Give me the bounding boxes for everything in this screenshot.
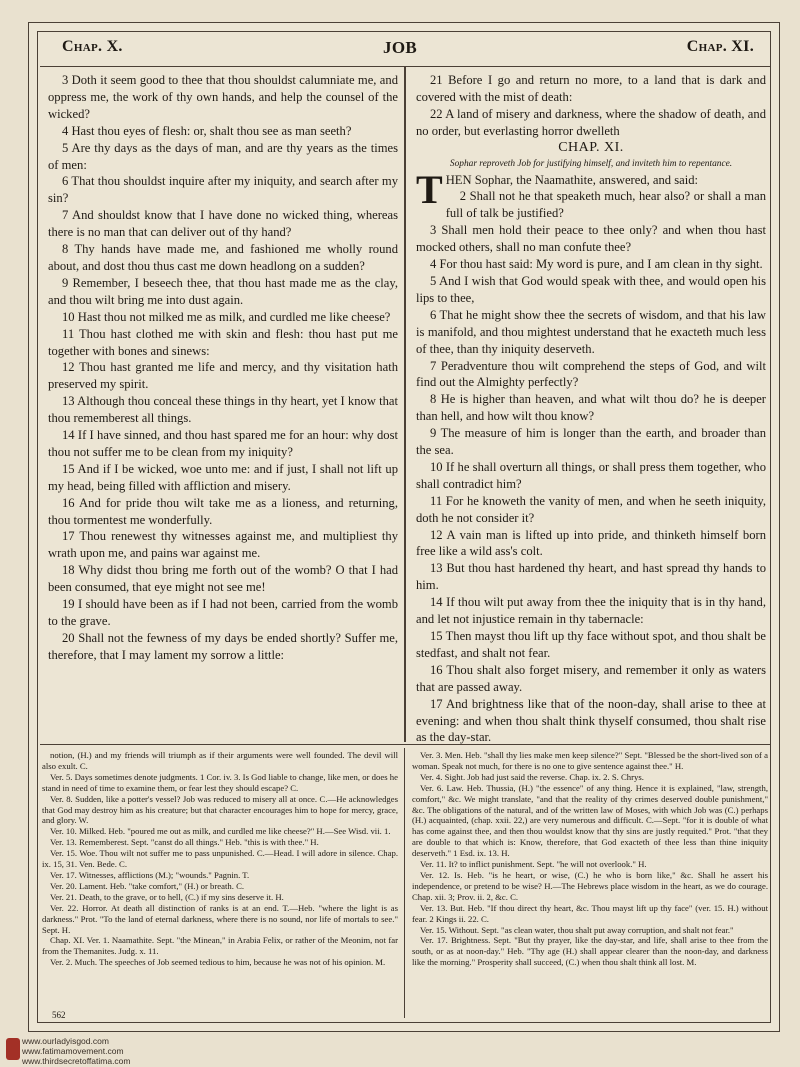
verse: 19 I should have been as if I had not been, carried from the womb to the grave. (48, 597, 398, 628)
verse: 9 The measure of him is longer than the earth, and broader than the sea. (416, 426, 766, 458)
verse: 16 And for pride thou wilt take me as a lioness, and returning, thou tormentest me wonderfully. (48, 495, 398, 527)
column-divider (404, 66, 406, 742)
footnote: notion, (H.) and my friends will triumph as if their arguments were well founded. The devil will also exult. C. (42, 750, 398, 771)
footer-link[interactable]: www.thirdsecretoffatima.com (22, 1056, 131, 1066)
footer-link[interactable]: www.fatimamovement.com (22, 1046, 124, 1056)
notes-column-divider (404, 748, 405, 1018)
verse: 22 A land of misery and darkness, where the shadow of death, and no order, but everlasting horror dwelleth (416, 106, 766, 138)
verse: 5 And I wish that God would speak with thee, and would open his lips to thee, (416, 273, 766, 305)
footer-link[interactable]: www.ourladyisgod.com (22, 1036, 109, 1046)
verse: 5 Are thy days as the days of man, and are thy years as the times of men: (48, 140, 398, 172)
footnote: Ver. 22. Horror. At death all distinction of ranks is at an end. T.—Heb. "where the light is as darkness." Prot. "To the land of eternal darkness, where there is no sound, nor life of mortals to see." Sept. H. (42, 902, 398, 935)
footnote: Ver. 20. Lament. Heb. "take comfort," (H.) or breath. C. (50, 880, 245, 891)
footnotes-left (42, 750, 398, 968)
footnote: Ver. 21. Death, to the grave, or to hell, (C.) if my sins deserve it. H. (50, 891, 284, 902)
footnote: Ver. 17. Brightness. Sept. "But thy prayer, like the day-star, and life, shall arise to thee from the south, or as at noon-day." Heb. "Thy age (H.) shall appear clearer than the noon-day, and darkness like the morning." Prosperity shall succeed, (C.) when thou shalt think all lost. M. (412, 935, 768, 968)
verse: 16 Thou shalt also forget misery, and remember it only as waters that are passed away. (416, 662, 766, 694)
verse: 15 And if I be wicked, woe unto me: and if just, I shall not lift up my head, being filled with affliction and misery. (48, 461, 398, 493)
footnote: Ver. 12. Is. Heb. "is he heart, or wise, (C.) he who is born like," &c. Shall he assert his independence, or pretend to be wise? H.—The Hebrews place wisdom in the heart, as we do courage. Chap. xii. 3; Prov. ii. 2, &c. C. (412, 869, 768, 902)
drop-cap: T (416, 166, 443, 212)
footnote: Ver. 17. Witnesses, afflictions (M.); "wounds." Pagnin. T. (50, 869, 250, 880)
verse: 13 Although thou conceal these things in thy heart, yet I know that thou rememberest all things. (48, 394, 398, 426)
verse: 7 Peradventure thou wilt comprehend the steps of God, and wilt find out the Almighty perfectly? (416, 358, 766, 390)
chapter-title: CHAP. XI. (558, 139, 624, 155)
verse: 20 Shall not the fewness of my days be ended shortly? Suffer me, therefore, that I may lament my sorrow a little: (48, 630, 398, 662)
footnote: Ver. 15. Without. Sept. "as clean water, thou shalt put away corruption, and shalt not fear." (420, 924, 734, 935)
verse: 21 Before I go and return no more, to a land that is dark and covered with the mist of death: (416, 73, 766, 104)
footnotes-right (412, 750, 768, 968)
footer-links (22, 1036, 131, 1066)
header-chapter-left: Chap. X. (62, 38, 123, 55)
verse: 17 And brightness like that of the noon-day, shall arise to thee at evening: and when thou shalt think thyself consumed, thou shalt rise as the day-star. (416, 696, 766, 745)
footnote: Ver. 13. But. Heb. "If thou direct thy heart, &c. Thou mayst lift up thy face" (ver. 15. H.) without fear. 2 Kings ii. 22. C. (412, 902, 768, 924)
verse: 11 Thou hast clothed me with skin and flesh: thou hast put me together with bones and sinews: (48, 326, 398, 358)
verse: 17 Thou renewest thy witnesses against me, and multipliest thy wrath upon me, and pains war against me. (48, 529, 398, 561)
verse: 13 But thou hast hardened thy heart, and hast spread thy hands to him. (416, 561, 766, 593)
verse: 7 And shouldst know that I have done no wicked thing, whereas there is no man that can deliver out of thy hand? (48, 208, 398, 240)
footnote: Ver. 5. Days sometimes denote judgments. 1 Cor. iv. 3. Is God liable to change, like men, or does he stand in need of time to examine them, or fear lest they should escape? C. (42, 771, 398, 793)
verse: 8 Thy hands have made me, and fashioned me wholly round about, and dost thou thus cast me down headlong on a sudden? (48, 242, 398, 273)
footnote: Ver. 13. Rememberest. Sept. "canst do all things." Heb. "this is with thee." H. (50, 837, 319, 848)
verse: 8 He is higher than heaven, and what wilt thou do? he is deeper than hell, and how wilt thou know? (416, 392, 766, 424)
footnote: Ver. 3. Men. Heb. "shall thy lies make men keep silence?" Sept. "Blessed be the short-lived son of a woman. Speak not much, for there is no one to give sentence against thee." H. (412, 750, 768, 771)
verse: 18 Why didst thou bring me forth out of the womb? O that I had been consumed, that eye might not see me! (48, 563, 398, 595)
first-verse-text: HEN Sophar, the Naamathite, answered, and said: (445, 172, 699, 187)
running-header (34, 38, 766, 68)
verse: 4 Hast thou eyes of flesh: or, shalt thou see as man seeth? (62, 123, 352, 138)
verse: 10 Hast thou not milked me as milk, and curdled me like cheese? (62, 309, 391, 324)
footnote: Ver. 11. It? to inflict punishment. Sept. "he will not overlook." H. (420, 859, 647, 870)
chapter-summary: Sophar reproveth Job for justifying himself, and inviteth him to repentance. (449, 158, 733, 169)
left-text-column (48, 72, 398, 664)
footnote: Ver. 4. Sight. Job had just said the reverse. Chap. ix. 2. S. Chrys. (420, 771, 644, 782)
verse: 2 Shall not he that speaketh much, hear also? or shall a man full of talk be justified? (445, 189, 766, 221)
footnote: Ver. 6. Law. Heb. Thussia, (H.) "the essence" of any thing. Hence it is explained, "law, strength, comfort," &c. We might translate, "and that the reality of thy crimes deserved double punishment," &c. The obligations of the natural, and of the written law of Moses, with which Job was (C.) perhaps (H.) acquainted, (chap. xxii. 22,) are very numerous and difficult. C.—Sept. "for it is double of what has come against thee, and then thou wouldst know that thy sins are justly requited." Prot. "that they are double to that which is: Know, therefore, that God exacteth of thee less than thine iniquity deserveth." 1 Esd. ix. 13. H. (412, 782, 768, 859)
verse: 14 If thou wilt put away from thee the iniquity that is in thy hand, and let not injustice remain in thy tabernacle: (416, 595, 766, 627)
verse: 12 Thou hast granted me life and mercy, and thy visitation hath preserved my spirit. (48, 360, 398, 392)
sacred-heart-logo-icon (6, 1038, 20, 1060)
verse: 9 Remember, I beseech thee, that thou hast made me as the clay, and thou wilt bring me into dust again. (48, 275, 398, 307)
footnote: Chap. XI. Ver. 1. Naamathite. Sept. "the Minean," in Arabia Felix, or rather of the Meonim, not far from the Themanites. Judg. x. 11. (42, 935, 398, 957)
verse: 4 For thou hast said: My word is pure, and I am clean in thy sight. (430, 257, 763, 272)
right-text-column (416, 72, 766, 746)
footnote: Ver. 8. Sudden, like a potter's vessel? Job was reduced to misery all at once. C.—He acknowledges that God may destroy him as his creature; but that character encourages him to hope for mercy, grace, and glory. W. (42, 793, 398, 826)
header-book-title: JOB (383, 38, 417, 57)
verse: 14 If I have sinned, and thou hast spared me for an hour: why dost thou not suffer me to be clean from my iniquity? (48, 428, 398, 459)
verse: 6 That he might show thee the secrets of wisdom, and that his law is manifold, and thou mightest understand that he exacteth much less of thee, than thy iniquity deserveth. (416, 307, 766, 356)
verse: 12 A vain man is lifted up into pride, and thinketh himself born free like a wild ass's colt. (416, 527, 766, 559)
page-number: 562 (52, 1010, 66, 1020)
footnote: Ver. 2. Much. The speeches of Job seemed tedious to him, because he was not of his opinion. M. (50, 957, 386, 968)
verse: 15 Then mayst thou lift up thy face without spot, and thou shalt be stedfast, and shalt not fear. (416, 629, 766, 660)
verse: 3 Shall men hold their peace to thee only? and when thou hast mocked others, shall no man confute thee? (416, 223, 766, 255)
footnote: Ver. 10. Milked. Heb. "poured me out as milk, and curdled me like cheese?" H.—See Wisd. vii. 1. (50, 826, 391, 837)
footnote: Ver. 15. Woe. Thou wilt not suffer me to pass unpunished. C.—Head. I will adore in silence. Chap. ix. 15, 31. Ven. Bede. C. (42, 848, 398, 870)
verse: 11 For he knoweth the vanity of men, and when he seeth iniquity, doth he not consider it? (416, 493, 766, 525)
verse: 10 If he shall overturn all things, or shall press them together, who shall contradict him? (416, 459, 766, 491)
verse: 3 Doth it seem good to thee that thou shouldst calumniate me, and oppress me, the work of thy own hands, and help the counsel of the wicked? (48, 73, 398, 121)
header-chapter-right: Chap. XI. (686, 38, 754, 55)
verse: 6 That thou shouldst inquire after my iniquity, and search after my sin? (48, 174, 398, 206)
